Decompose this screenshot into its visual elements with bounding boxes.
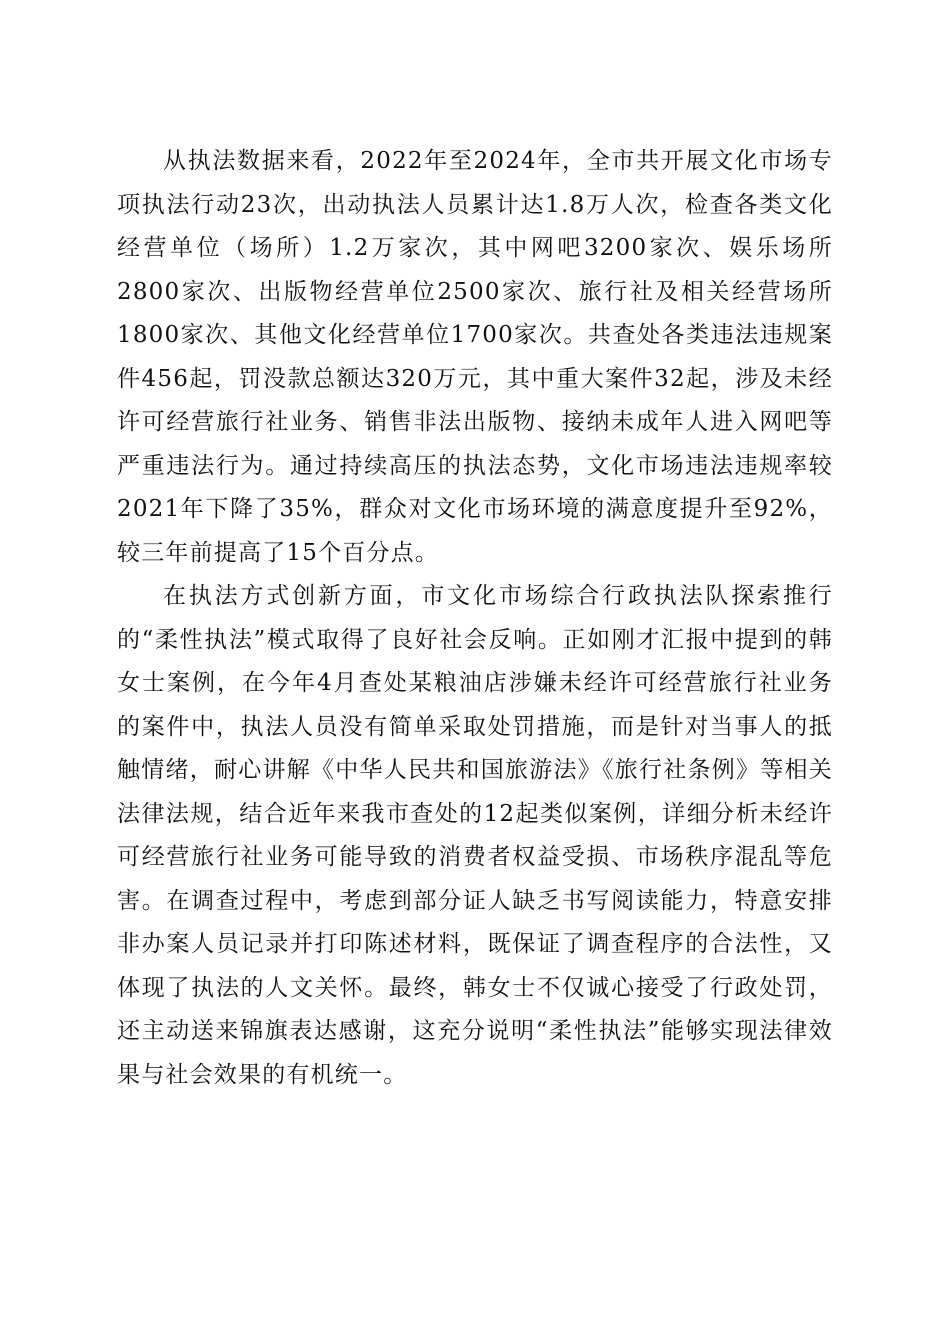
paragraph-enforcement-innovation: 在执法方式创新方面，市文化市场综合行政执法队探索推行的“柔性执法”模式取得了良好社会反响。正如刚才汇报中提到的韩女士案例，在今年4月查处某粮油店涉嫌未经许可经营旅行社业务的案件中，执法人员没有简单采取处罚措施，而是针对当事人的抵触情绪，耐心讲解《中华人民共和国旅游法》《旅行社条例》等相关法律法规，结合近年来我市查处的12起类似案例，详细分析未经许可经营旅行社业务可能导致的消费者权益受损、市场秩序混乱等危害。在调查过程中，考虑到部分证人缺乏书写阅读能力，特意安排非办案人员记录并打印陈述材料，既保证了调查程序的合法性，又体现了执法的人文关怀。最终，韩女士不仅诚心接受了行政处罚，还主动送来锦旗表达感谢，这充分说明“柔性执法”能够实现法律效果与社会效果的有机统一。 <box>117 583 833 1088</box>
paragraph-enforcement-data: 从执法数据来看，2022年至2024年，全市共开展文化市场专项执法行动23次，出动执法人员累计达1.8万人次，检查各类文化经营单位（场所）1.2万家次，其中网吧3200家次、娱乐场所2800家次、出版物经营单位2500家次、旅行社及相关经营场所1800家次、其他文化经营单位1700家次。共查处各类违法违规案件456起，罚没款总额达320万元，其中重大案件32起，涉及未经许可经营旅行社业务、销售非法出版物、接纳未成年人进入网吧等严重违法行为。通过持续高压的执法态势，文化市场违法违规率较2021年下降了35%，群众对文化市场环境的满意度提升至92%，较三年前提高了15个百分点。 <box>117 148 833 566</box>
document-body <box>117 140 833 1097</box>
